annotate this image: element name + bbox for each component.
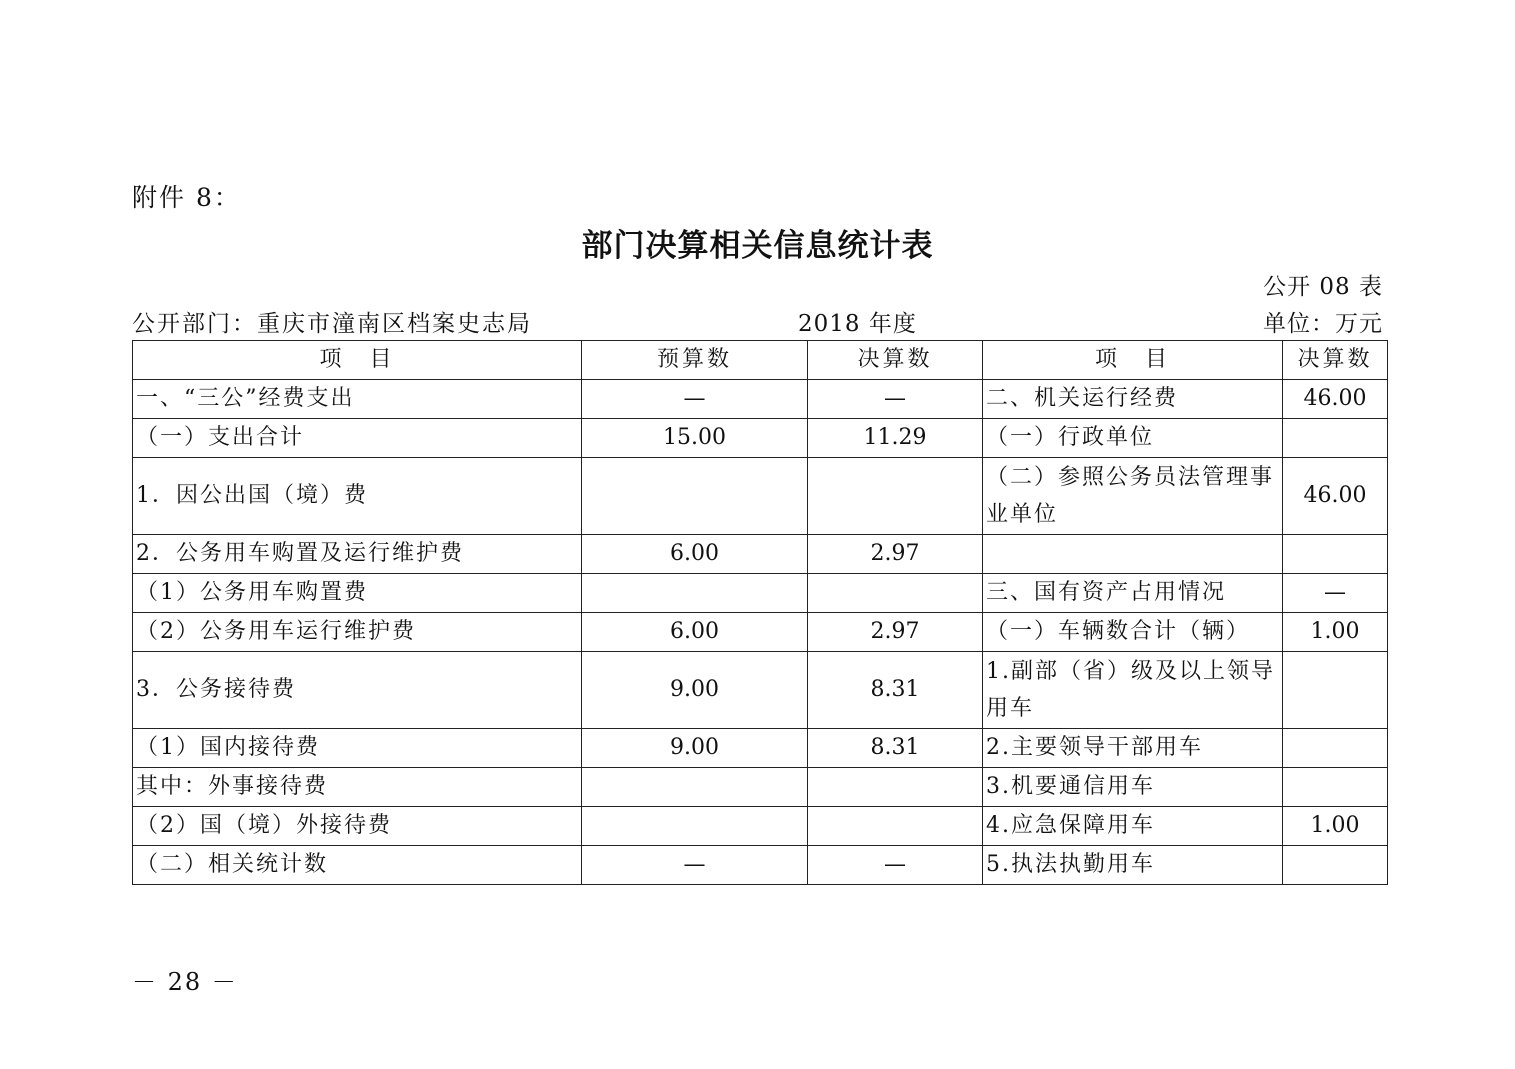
final-cell: 2.97 [808,535,983,574]
page-title: 部门决算相关信息统计表 [581,228,934,264]
attachment-label: 附件 8： [132,183,241,212]
budget-cell [582,807,808,846]
right-final-cell [1283,768,1388,807]
table-row [133,458,1388,535]
table-row [133,613,1388,652]
budget-cell: 6.00 [582,535,808,574]
right-item-cell: 5.执法执勤用车 [983,846,1283,885]
table-row [133,574,1388,613]
table-row [133,419,1388,458]
statistics-table [132,340,1388,885]
form-number: 公开 08 表 [1263,274,1383,300]
page-number: － 28 － [132,968,238,996]
final-cell [808,807,983,846]
final-cell: 11.29 [808,419,983,458]
right-item-cell: 3.机要通信用车 [983,768,1283,807]
budget-cell: — [582,380,808,419]
table-row [133,652,1388,729]
left-item-cell: 2．公务用车购置及运行维护费 [133,535,582,574]
right-item-cell: 4.应急保障用车 [983,807,1283,846]
left-item-cell: （一）支出合计 [133,419,582,458]
column-header: 决算数 [1283,341,1388,380]
table-row [133,380,1388,419]
table-row [133,768,1388,807]
column-header: 项 目 [983,341,1283,380]
right-final-cell [1283,535,1388,574]
right-final-cell: 1.00 [1283,807,1388,846]
budget-cell: 9.00 [582,729,808,768]
final-cell [808,574,983,613]
column-header: 项 目 [133,341,582,380]
table-header-row [133,341,1388,380]
final-cell [808,768,983,807]
budget-cell [582,768,808,807]
final-cell: 8.31 [808,652,983,729]
left-item-cell: （1）公务用车购置费 [133,574,582,613]
unit-label: 单位：万元 [1263,311,1383,337]
left-item-cell: （二）相关统计数 [133,846,582,885]
right-item-cell: 二、机关运行经费 [983,380,1283,419]
right-final-cell [1283,652,1388,729]
right-final-cell [1283,846,1388,885]
final-cell: 8.31 [808,729,983,768]
right-final-cell [1283,419,1388,458]
left-item-cell: （2）公务用车运行维护费 [133,613,582,652]
column-header: 预算数 [582,341,808,380]
table-row [133,807,1388,846]
right-final-cell [1283,729,1388,768]
column-header: 决算数 [808,341,983,380]
right-final-cell: 46.00 [1283,458,1388,535]
budget-cell: 15.00 [582,419,808,458]
right-item-cell: （二）参照公务员法管理事业单位 [983,458,1283,535]
right-item-cell: （一）行政单位 [983,419,1283,458]
final-cell: — [808,380,983,419]
budget-cell: 6.00 [582,613,808,652]
right-final-cell: — [1283,574,1388,613]
right-item-cell [983,535,1283,574]
right-item-cell: 1.副部（省）级及以上领导用车 [983,652,1283,729]
right-item-cell: 三、国有资产占用情况 [983,574,1283,613]
right-item-cell: 2.主要领导干部用车 [983,729,1283,768]
department-label: 公开部门：重庆市潼南区档案史志局 [132,311,532,337]
budget-cell: 9.00 [582,652,808,729]
left-item-cell: 1．因公出国（境）费 [133,458,582,535]
table-row [133,846,1388,885]
final-cell: — [808,846,983,885]
right-final-cell: 46.00 [1283,380,1388,419]
budget-cell: — [582,846,808,885]
left-item-cell: 一、“三公”经费支出 [133,380,582,419]
right-final-cell: 1.00 [1283,613,1388,652]
table-row [133,535,1388,574]
table-row [133,729,1388,768]
left-item-cell: （2）国（境）外接待费 [133,807,582,846]
left-item-cell: （1）国内接待费 [133,729,582,768]
budget-cell [582,574,808,613]
left-item-cell: 3．公务接待费 [133,652,582,729]
final-cell: 2.97 [808,613,983,652]
year-label: 2018 年度 [798,311,917,337]
left-item-cell: 其中：外事接待费 [133,768,582,807]
budget-cell [582,458,808,535]
right-item-cell: （一）车辆数合计（辆） [983,613,1283,652]
final-cell [808,458,983,535]
